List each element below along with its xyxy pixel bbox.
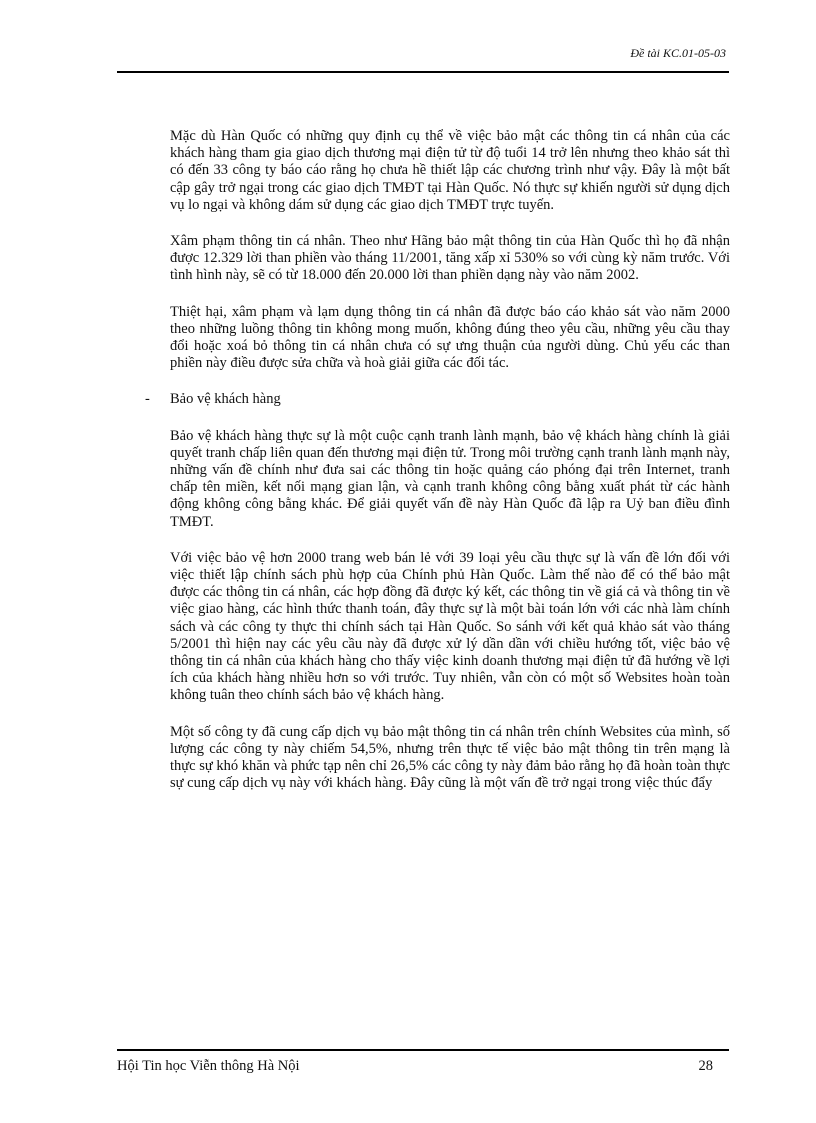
footer-organization: Hội Tin học Viễn thông Hà Nội xyxy=(117,1058,300,1074)
header-title: Đề tài KC.01-05-03 xyxy=(630,46,726,60)
paragraph: Bảo vệ khách hàng thực sự là một cuộc cạnh tranh lành mạnh, bảo vệ khách hàng chính là giải quyết tranh chấp liên quan đến thương mại điện tử. Trong môi trường cạnh tranh lành mạnh này, những vấn đề chính như đưa sai các thông tin hoặc quảng cáo phóng đại trên Internet, tranh chấp tên miền, kết nối mạng gian lận, và cạnh tranh không công bằng xuất phát từ các hành động không công bằng khác. Để giải quyết vấn đề này Hàn Quốc đã lập ra Uỷ ban điều đình TMĐT. xyxy=(170,427,730,530)
footer-rule xyxy=(117,1049,729,1051)
paragraph: Mặc dù Hàn Quốc có những quy định cụ thể về việc bảo mật các thông tin cá nhân của các khách hàng tham gia giao dịch thương mại điện tử từ độ tuổi 14 trở lên nhưng theo khảo sát thì có đến 33 công ty báo cáo rằng họ chưa hề thiết lập các chương trình như vậy. Đây là một bất cập gây trở ngại trong các giao dịch TMĐT tại Hàn Quốc. Nó thực sự khiến người sử dụng dịch vụ lo ngại và không dám sử dụng các giao dịch TMĐT trực tuyến. xyxy=(170,128,730,213)
paragraph: Một số công ty đã cung cấp dịch vụ bảo mật thông tin cá nhân trên chính Websites của mình, số lượng các công ty này chiếm 54,5%, nhưng trên thực tế việc bảo mật thông tin trên mạng là thực sự khó khăn và phức tạp nên chỉ 26,5% các công ty này đảm bảo rằng họ đã hoàn toàn thực sự cung cấp dịch vụ này với khách hàng. Đây cũng là một vấn đề trở ngại trong việc thúc đẩy xyxy=(170,723,730,792)
page-number: 28 xyxy=(698,1058,713,1074)
paragraph: Xâm phạm thông tin cá nhân. Theo như Hãng bảo mật thông tin của Hàn Quốc thì họ đã nhận được 12.329 lời than phiền vào tháng 11/2001, tăng xấp xỉ 530% so với cùng kỳ năm trước. Với tình hình này, sẽ có từ 18.000 đến 20.000 lời than phiền dạng này vào năm 2002. xyxy=(170,233,730,284)
bullet-item xyxy=(145,391,730,408)
paragraph: Với việc bảo vệ hơn 2000 trang web bán lẻ với 39 loại yêu cầu thực sự là vấn đề lớn đối với việc thiết lập chính sách phù hợp của Chính phủ Hàn Quốc. Làm thế nào để có thể bảo mật được các thông tin cá nhân, các hợp đồng đã được ký kết, các thông tin về giá cả và thông tin về việc giao hàng, các hình thức thanh toán, đây thực sự là một bài toán lớn với các nhà làm chính sách và các công ty thực thi chính sách tại Hàn Quốc. So sánh với kết quả khảo sát vào tháng 5/2001 thì hiện nay các yêu cầu này đã được xử lý dần dần với chiều hướng tốt, việc bảo vệ thông tin cá nhân của khách hàng cho thấy việc kinh doanh thương mại điện tử đã hướng về lợi ích của khách hàng nhiều hơn so với trước. Tuy nhiên, vẫn còn có một số Websites hoàn toàn không tuân theo chính sách bảo vệ khách hàng. xyxy=(170,549,730,704)
bullet-text: Bảo vệ khách hàng xyxy=(170,391,281,408)
bullet-dash: - xyxy=(145,391,150,408)
page-body xyxy=(145,128,730,812)
header-rule xyxy=(117,71,729,73)
paragraph: Thiệt hại, xâm phạm và lạm dụng thông tin cá nhân đã được báo cáo khảo sát vào năm 2000 theo những luồng thông tin không mong muốn, không đúng theo yêu cầu, những yêu cầu thay đổi hoặc xoá bỏ thông tin cá nhân chưa có sự ưng thuận của người dùng. Chủ yếu các than phiền này điều được sửa chữa và hoà giải giữa các đối tác. xyxy=(170,303,730,372)
